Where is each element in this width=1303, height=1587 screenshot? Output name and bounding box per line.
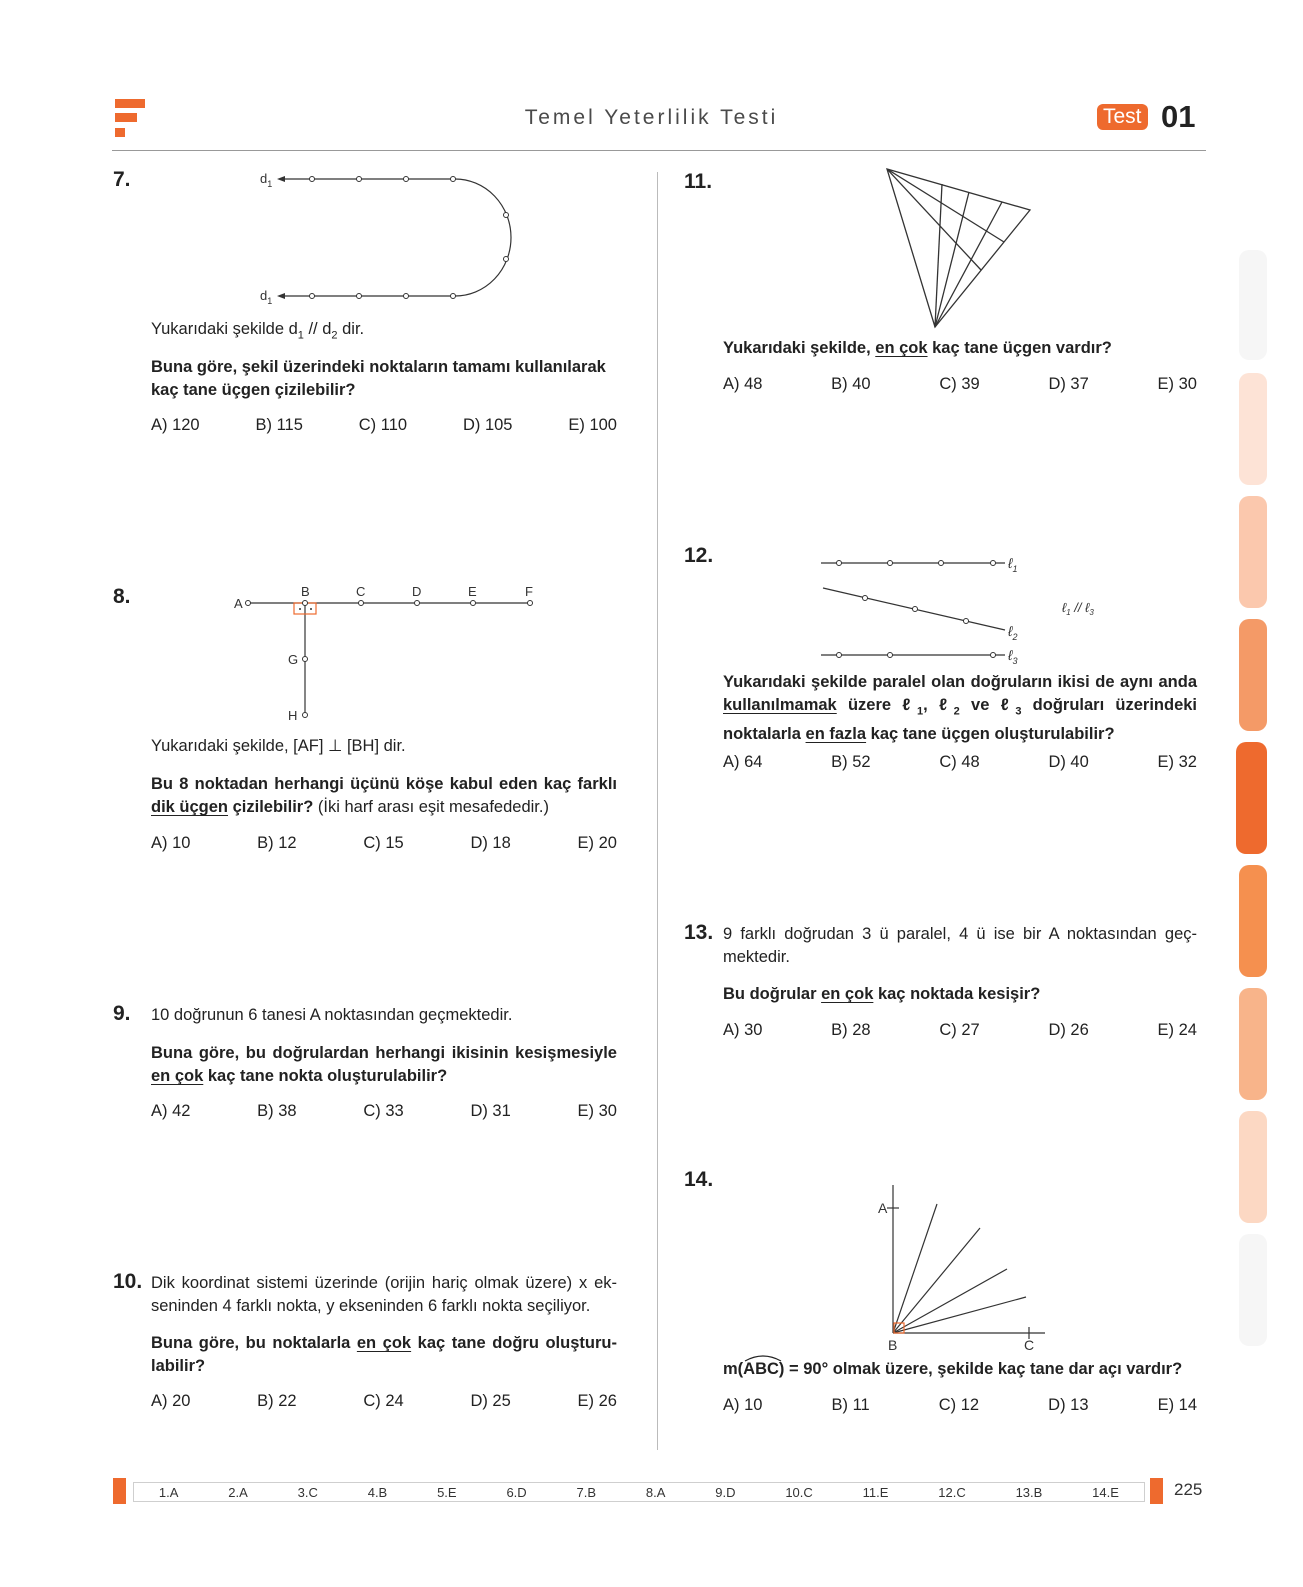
side-tab[interactable] xyxy=(1239,988,1267,1100)
q8-figure xyxy=(232,582,542,727)
q10-option-d[interactable]: D) 25 xyxy=(470,1392,511,1410)
q14-option-b[interactable]: B) 11 xyxy=(831,1396,870,1414)
question-number-7: 7. xyxy=(113,168,131,191)
q8-option-a[interactable]: A) 10 xyxy=(151,834,191,852)
side-tab[interactable] xyxy=(1239,373,1267,485)
q7-figure xyxy=(255,168,535,313)
q14-option-a[interactable]: A) 10 xyxy=(723,1396,763,1414)
q8-label-h: H xyxy=(288,708,298,723)
q7-option-b[interactable]: B) 115 xyxy=(255,416,303,434)
q8-label-c: C xyxy=(356,584,366,599)
q14-ray xyxy=(893,1297,1026,1333)
answer-key-item: 3.C xyxy=(297,1484,318,1500)
q7-point xyxy=(404,177,409,182)
q12-question: Yukarıdaki şekilde paralel olan doğruların ikisi de aynı anda kullanılmamak üzere ℓ$_1$, ℓ$_2$ ve ℓ$_3$ doğruları üzerindeki noktalarla en fazla kaç tane üçgen oluşturulabilir? xyxy=(723,673,1198,744)
q13-option-d[interactable]: D) 26 xyxy=(1048,1021,1089,1039)
q9-stem: 10 doğrunun 6 tanesi A noktasından geçmektedir. xyxy=(151,1006,513,1024)
q12-label-l2: ℓ$_2$ xyxy=(1008,623,1018,642)
q9-option-d[interactable]: D) 31 xyxy=(470,1102,511,1120)
test-number: 01 xyxy=(1161,99,1196,134)
q11-option-b[interactable]: B) 40 xyxy=(831,375,871,393)
q11-option-c[interactable]: C) 39 xyxy=(939,375,980,393)
q12-option-d[interactable]: D) 40 xyxy=(1048,753,1089,771)
q8-option-e[interactable]: E) 20 xyxy=(577,834,617,852)
q9-question: Buna göre, bu doğrulardan herhangi ikisinin kesişmesiyle en çok kaç tane nokta oluşturulabilir? xyxy=(151,1044,617,1085)
q13-options xyxy=(723,1021,1197,1040)
q8-label-a: A xyxy=(234,596,243,611)
q10-question: Buna göre, bu noktalarla en çok kaç tane doğru oluşturu-labilir? xyxy=(151,1334,617,1375)
q7-option-a[interactable]: A) 120 xyxy=(151,416,200,434)
answer-key xyxy=(133,1482,1145,1502)
q10-option-c[interactable]: C) 24 xyxy=(363,1392,404,1410)
side-tab[interactable] xyxy=(1239,865,1267,977)
q7-point xyxy=(310,294,315,299)
q10-options xyxy=(151,1392,617,1411)
question-number-8: 8. xyxy=(113,585,131,608)
q13-option-a[interactable]: A) 30 xyxy=(723,1021,763,1039)
q11-option-e[interactable]: E) 30 xyxy=(1157,375,1197,393)
answer-key-item: 10.C xyxy=(785,1484,813,1500)
q11-cevian xyxy=(935,202,1002,327)
answer-key-item: 14.E xyxy=(1092,1484,1119,1500)
q13-option-e[interactable]: E) 24 xyxy=(1157,1021,1197,1039)
q12-option-c[interactable]: C) 48 xyxy=(939,753,980,771)
answer-key-item: 11.E xyxy=(862,1484,889,1500)
q7-question: Buna göre, şekil üzerindeki noktaların tamamı kullanılarak kaç tane üçgen çizilebilir? xyxy=(151,358,606,399)
header-divider xyxy=(112,150,1206,151)
footer-accent-left xyxy=(113,1478,126,1504)
q7-arrow-top xyxy=(277,176,285,182)
q7-options xyxy=(151,416,617,435)
q9-option-b[interactable]: B) 38 xyxy=(257,1102,297,1120)
q9-options xyxy=(151,1102,617,1121)
q11-options xyxy=(723,375,1197,394)
column-divider xyxy=(657,172,658,1450)
q8-label-b: B xyxy=(301,584,310,599)
question-number-9: 9. xyxy=(113,1002,131,1025)
q10-stem: Dik koordinat sistemi üzerinde (orijin hariç olmak üzere) x ek-seninden 4 farklı nokta, y ekseninden 6 farklı nokta seçiliyor. xyxy=(151,1274,617,1315)
q7-point xyxy=(310,177,315,182)
q12-option-b[interactable]: B) 52 xyxy=(831,753,871,771)
q11-option-a[interactable]: A) 48 xyxy=(723,375,763,393)
q11-option-d[interactable]: D) 37 xyxy=(1048,375,1089,393)
q8-stem: Yukarıdaki şekilde, [AF] ⊥ [BH] dir. xyxy=(151,737,406,755)
q14-options xyxy=(723,1396,1197,1415)
q14-ray xyxy=(893,1204,937,1333)
q8-options xyxy=(151,834,617,853)
q12-label-l1: ℓ$_1$ xyxy=(1008,555,1018,574)
answer-key-item: 7.B xyxy=(576,1484,597,1500)
answer-key-item: 9.D xyxy=(715,1484,736,1500)
q12-option-e[interactable]: E) 32 xyxy=(1157,753,1197,771)
q14-ray xyxy=(893,1269,1007,1333)
answer-key-item: 4.B xyxy=(367,1484,388,1500)
q7-option-c[interactable]: C) 110 xyxy=(358,416,408,434)
q7-option-e[interactable]: E) 100 xyxy=(568,416,617,434)
answer-key-item: 8.A xyxy=(645,1484,666,1500)
question-number-13: 13. xyxy=(684,921,714,944)
answer-key-item: 6.D xyxy=(506,1484,527,1500)
answer-key-item: 5.E xyxy=(437,1484,457,1500)
side-tab[interactable] xyxy=(1239,619,1267,731)
q9-option-e[interactable]: E) 30 xyxy=(577,1102,617,1120)
q14-arc-mark xyxy=(743,1354,783,1362)
side-tab[interactable] xyxy=(1239,496,1267,608)
question-number-12: 12. xyxy=(684,544,714,567)
answer-key-item: 13.B xyxy=(1015,1484,1043,1500)
side-tab[interactable] xyxy=(1239,1111,1267,1223)
q8-option-c[interactable]: C) 15 xyxy=(363,834,404,852)
q14-option-d[interactable]: D) 13 xyxy=(1048,1396,1089,1414)
test-badge: Test xyxy=(1097,104,1148,130)
q7-point xyxy=(504,257,509,262)
q7-label-d1-top: $d_1$ xyxy=(260,171,273,189)
q14-ray xyxy=(893,1228,980,1333)
footer-accent-right xyxy=(1150,1478,1163,1504)
q8-option-b[interactable]: B) 12 xyxy=(257,834,297,852)
side-tab-active[interactable] xyxy=(1236,742,1267,854)
q13-question: Bu doğrular en çok kaç noktada kesişir? xyxy=(723,985,1041,1003)
q14-label-a: A xyxy=(878,1200,888,1216)
q10-option-a[interactable]: A) 20 xyxy=(151,1392,191,1410)
question-number-10: 10. xyxy=(113,1270,143,1293)
answer-key-item: 1.A xyxy=(158,1484,179,1500)
q7-arrow-bottom xyxy=(277,293,285,299)
q7-arc xyxy=(455,179,511,296)
q13-stem: 9 farklı doğrudan 3 ü paralel, 4 ü ise bir A noktasından geç-mektedir. xyxy=(723,925,1197,966)
q14-question: m( ABC) = 90° olmak üzere, şekilde kaç tane dar açı vardır? xyxy=(723,1358,1203,1381)
page-number: 225 xyxy=(1174,1480,1203,1499)
q10-option-b[interactable]: B) 22 xyxy=(257,1392,297,1410)
q8-question: Bu 8 noktadan herhangi üçünü köşe kabul eden kaç farklı dik üçgen çizilebilir? (İki harf arası eşit mesafededir.) xyxy=(151,775,617,816)
q14-label-c: C xyxy=(1024,1337,1035,1350)
q14-label-b: B xyxy=(888,1337,898,1350)
q11-question: Yukarıdaki şekilde, en çok kaç tane üçgen vardır? xyxy=(723,339,1112,357)
q14-option-e[interactable]: E) 14 xyxy=(1157,1396,1197,1414)
q7-point xyxy=(451,294,456,299)
q9-option-c[interactable]: C) 33 xyxy=(363,1102,404,1120)
q14-option-c[interactable]: C) 12 xyxy=(938,1396,980,1414)
q7-label-d1-bottom: $d_1$ xyxy=(260,288,273,306)
q7-option-d[interactable]: D) 105 xyxy=(462,416,513,434)
q7-point xyxy=(451,177,456,182)
answer-key-item: 2.A xyxy=(228,1484,248,1500)
q12-option-a[interactable]: A) 64 xyxy=(723,753,763,771)
answer-key-item: 12.C xyxy=(938,1484,966,1500)
q8-option-d[interactable]: D) 18 xyxy=(470,834,511,852)
q12-options xyxy=(723,753,1197,772)
q8-label-f: F xyxy=(525,584,533,599)
q11-triangle-figure xyxy=(880,166,1040,336)
q7-point xyxy=(404,294,409,299)
q12-figure xyxy=(815,550,1105,668)
q8-label-e: E xyxy=(468,584,477,599)
q7-stem: Yukarıdaki şekilde $d_1 // d_2$ dir. xyxy=(151,320,365,342)
q7-point xyxy=(504,213,509,218)
q12-parallel-note: ℓ$_1$ // ℓ$_3$ xyxy=(1062,600,1094,617)
q9-option-a[interactable]: A) 42 xyxy=(151,1102,191,1120)
q13-option-b[interactable]: B) 28 xyxy=(831,1021,871,1039)
side-tab[interactable] xyxy=(1239,250,1267,360)
q12-label-l3: ℓ$_3$ xyxy=(1008,647,1018,666)
q13-option-c[interactable]: C) 27 xyxy=(939,1021,980,1039)
question-number-11: 11. xyxy=(684,170,713,193)
q8-label-d: D xyxy=(412,584,422,599)
page-title: Temel Yeterlilik Testi xyxy=(524,106,779,129)
side-tab[interactable] xyxy=(1239,1234,1267,1346)
q7-point xyxy=(357,177,362,182)
q8-label-g: G xyxy=(288,652,299,667)
question-number-14: 14. xyxy=(684,1168,714,1191)
q10-option-e[interactable]: E) 26 xyxy=(577,1392,617,1410)
q7-point xyxy=(357,294,362,299)
q14-angle-figure xyxy=(870,1185,1050,1350)
